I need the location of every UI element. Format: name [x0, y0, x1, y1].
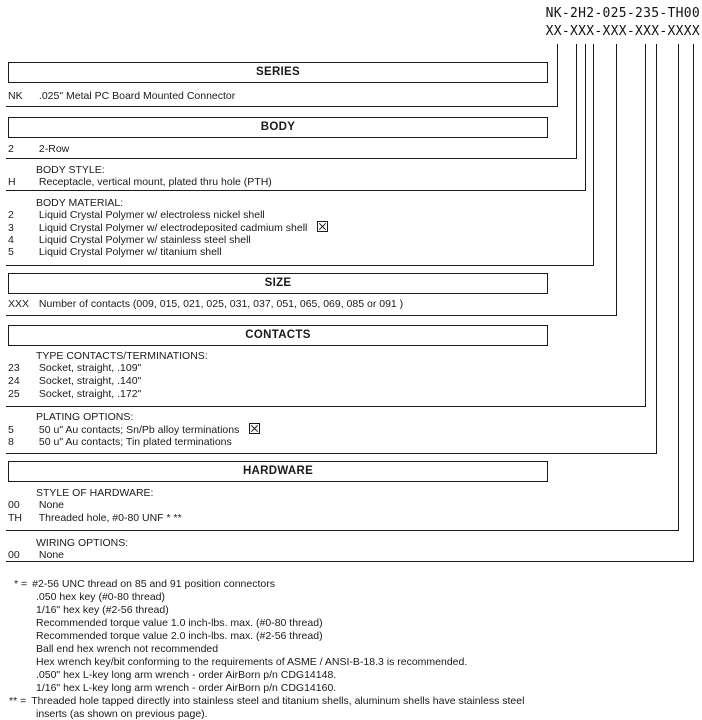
option-code: NK	[8, 90, 23, 102]
size-row	[8, 298, 403, 310]
option-desc: Liquid Crystal Polymer w/ titanium shell	[38, 246, 222, 258]
footnote-line: 1/16" hex key (#2-56 thread)	[36, 604, 169, 616]
connector-vline-wiring	[693, 44, 694, 561]
section-header-size: SIZE	[8, 273, 548, 294]
connector-hline-series	[6, 106, 558, 107]
connector-hline-body-style	[6, 190, 586, 191]
part-number-pattern: XX-XXX-XXX-XXX-XXXX	[545, 24, 700, 39]
option-desc: 50 u" Au contacts; Sn/Pb alloy terminations	[38, 424, 240, 436]
body-style-label: BODY STYLE:	[36, 164, 105, 176]
option-desc: 50 u" Au contacts; Tin plated terminations	[38, 436, 232, 448]
option-desc: Receptacle, vertical mount, plated thru hole (PTH)	[38, 176, 272, 188]
option-code: 4	[8, 234, 14, 246]
option-code: 25	[8, 388, 20, 400]
part-number-example: NK-2H2-025-235-TH00	[545, 6, 700, 21]
boxed-x-icon	[317, 221, 328, 235]
connector-vline-body-row	[576, 44, 577, 158]
connector-hline-contact-type	[6, 406, 646, 407]
hardware-style-row	[8, 499, 64, 511]
connector-hline-body-row	[6, 158, 577, 159]
body-material-label: BODY MATERIAL:	[36, 197, 124, 209]
contact-type-row	[8, 362, 141, 374]
option-code: 5	[8, 424, 14, 436]
connector-vline-size	[616, 44, 617, 315]
option-code: TH	[8, 512, 22, 524]
wiring-options-label: WIRING OPTIONS:	[36, 537, 129, 549]
option-code: 2	[8, 209, 14, 221]
connector-hline-wiring	[6, 561, 694, 562]
connector-vline-hardware-style	[678, 44, 679, 530]
section-header-hardware: HARDWARE	[8, 461, 548, 482]
connector-vline-body-style	[585, 44, 586, 190]
option-code: 5	[8, 246, 14, 258]
option-desc: Liquid Crystal Polymer w/ stainless steel shell	[38, 234, 251, 246]
connector-hline-plating	[6, 453, 657, 454]
option-code: 00	[8, 549, 20, 561]
footnote-line: Hex wrench key/bit conforming to the requirements of ASME / ANSI-B-18.3 is recommended.	[36, 656, 468, 668]
option-desc: Socket, straight, .109"	[38, 362, 142, 374]
body-material-row	[8, 209, 265, 221]
footnote-text: #2-56 UNC thread on 85 and 91 position connectors	[32, 578, 275, 590]
option-desc: Threaded hole, #0-80 UNF * **	[38, 512, 182, 524]
body-style-row	[8, 176, 272, 188]
boxed-x-icon	[249, 423, 260, 437]
footnote-line: 1/16" hex L-key long arm wrench - order AirBorn p/n CDG14160.	[36, 682, 337, 694]
contact-type-row	[8, 388, 141, 400]
footnote-double-star-marker: ** =	[9, 695, 27, 707]
option-code: 8	[8, 436, 14, 448]
option-desc: .025" Metal PC Board Mounted Connector	[38, 90, 236, 102]
body-material-row	[8, 246, 222, 258]
option-desc: Socket, straight, .172"	[38, 388, 142, 400]
connector-vline-body-material	[593, 44, 594, 265]
option-desc: Number of contacts (009, 015, 021, 025, 031, 037, 051, 065, 069, 085 or 091 )	[38, 298, 404, 310]
option-desc: None	[38, 499, 65, 511]
option-desc: None	[38, 549, 65, 561]
section-header-contacts: CONTACTS	[8, 325, 548, 346]
section-header-series: SERIES	[8, 62, 548, 83]
plating-options-label: PLATING OPTIONS:	[36, 411, 134, 423]
plating-row	[8, 436, 232, 448]
footnote-line: .050 hex key (#0-80 thread)	[36, 591, 165, 603]
hardware-style-row	[8, 512, 182, 524]
body-material-row	[8, 234, 251, 246]
option-code: 23	[8, 362, 20, 374]
connector-hline-size	[6, 315, 617, 316]
footnote-star	[14, 578, 275, 590]
connector-vline-contact-type	[645, 44, 646, 406]
footnote-line: inserts (as shown on previous page).	[36, 708, 208, 720]
option-code: 3	[8, 222, 14, 234]
section-header-body: BODY	[8, 117, 548, 138]
connector-hline-body-material	[6, 265, 594, 266]
footnote-double-star	[9, 695, 524, 707]
option-code: 00	[8, 499, 20, 511]
connector-vline-plating	[656, 44, 657, 453]
wiring-row	[8, 549, 64, 561]
plating-row	[8, 423, 260, 437]
option-desc: 2-Row	[38, 143, 70, 155]
footnote-line: .050" hex L-key long arm wrench - order AirBorn p/n CDG14148.	[36, 669, 337, 681]
contact-type-label: TYPE CONTACTS/TERMINATIONS:	[36, 350, 208, 362]
connector-hline-hardware-style	[6, 530, 679, 531]
connector-vline-series	[557, 44, 558, 106]
option-code: 24	[8, 375, 20, 387]
hardware-style-label: STYLE OF HARDWARE:	[36, 487, 154, 499]
footnote-line: Recommended torque value 1.0 inch-lbs. max. (#0-80 thread)	[36, 617, 323, 629]
series-row	[8, 90, 235, 102]
body-material-row	[8, 221, 328, 235]
option-code: H	[8, 176, 16, 188]
option-desc: Liquid Crystal Polymer w/ electroless nickel shell	[38, 209, 265, 221]
option-code: XXX	[8, 298, 30, 310]
body-row	[8, 143, 69, 155]
option-desc: Socket, straight, .140"	[38, 375, 142, 387]
contact-type-row	[8, 375, 141, 387]
footnote-star-marker: * =	[14, 578, 28, 590]
option-desc: Liquid Crystal Polymer w/ electrodeposited cadmium shell	[38, 222, 308, 234]
footnote-line: Recommended torque value 2.0 inch-lbs. max. (#2-56 thread)	[36, 630, 323, 642]
footnote-text: Threaded hole tapped directly into stainless steel and titanium shells, aluminum shells have stainless steel	[31, 695, 525, 707]
option-code: 2	[8, 143, 14, 155]
footnote-line: Ball end hex wrench not recommended	[36, 643, 219, 655]
